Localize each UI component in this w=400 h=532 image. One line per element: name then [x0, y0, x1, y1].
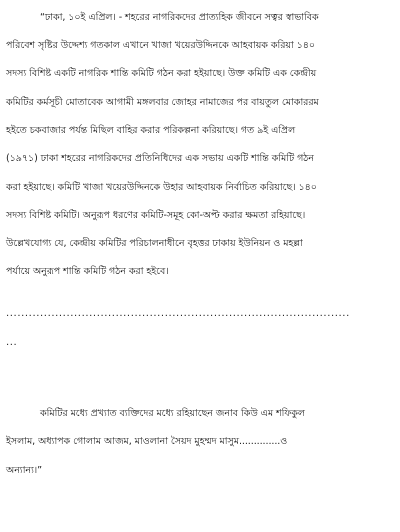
text-line: হইতে চকবাজার পর্যন্ত মিছিল বাহির করার পরিকল্পনা করিয়াছে। গত ৯ই এপ্রিল: [6, 125, 296, 136]
text-line: কমিটির কর্মসূচী মোতাবেক আগামী মঙ্গলবার জোহর নামাজের পর বায়তুল মোকাররম: [6, 97, 319, 108]
text-line: পরিবেশ সৃষ্টির উদ্দেশ্য গতকাল এখানে খাজা খয়েরউদ্দিনকে আহবায়ক করিয়া ১৪০: [6, 40, 316, 51]
text-line: পর্যায়ে অনুরূপ শান্তি কমিটি গঠন করা হইবে।: [6, 266, 169, 277]
text-line: উল্লেখযোগ্য যে, কেন্দ্রীয় কমিটির পরিচালনাধীনে বৃহত্তর ঢাকায় ইউনিয়ন ও মহল্লা: [6, 238, 303, 249]
text-line: ইসলাম, অধ্যাপক গোলাম আজম, মাওলানা সৈয়দ মুহম্মদ মাসুম..............ও: [6, 436, 288, 447]
text-line: সদস্য বিশিষ্ট কমিটি। অনুরূপ ধরণের কমিটি-সমূহ কো-অপ্ট করার ক্ষমতা রহিয়াছে।: [6, 210, 306, 221]
text-line: কমিটির মধ্যে প্রখ্যাত ব্যক্তিদের মধ্যে রহিয়াছেন জনাব কিউ এম শফিকুল: [40, 408, 305, 419]
text-line: অন্যান্য।”: [6, 465, 43, 476]
text-line: করা হইয়াছে। কমিটি খাজা খয়েরউদ্দিনকে উহার আহবায়ক নির্বাচিত করিয়াছে। ১৪০: [6, 182, 317, 193]
ellipsis-line: ...........................................................................................: [6, 308, 350, 319]
text-line: “ঢাকা, ১০ই এপ্রিল। - শহরের নাগরিকদের প্রাত্যহিক জীবনে সত্বর স্বাভাবিক: [40, 12, 319, 23]
ellipsis-end: ...: [6, 337, 18, 348]
text-line: সদস্য বিশিষ্ট একটি নাগরিক শান্তি কমিটি গঠন করা হইয়াছে। উক্ত কমিটি এক কেন্দ্রীয়: [6, 68, 317, 79]
text-line: (১৯৭১) ঢাকা শহরের নাগরিকদের প্রতিনিধিদের এক সভায় একটি শান্তি কমিটি গঠন: [6, 153, 314, 164]
